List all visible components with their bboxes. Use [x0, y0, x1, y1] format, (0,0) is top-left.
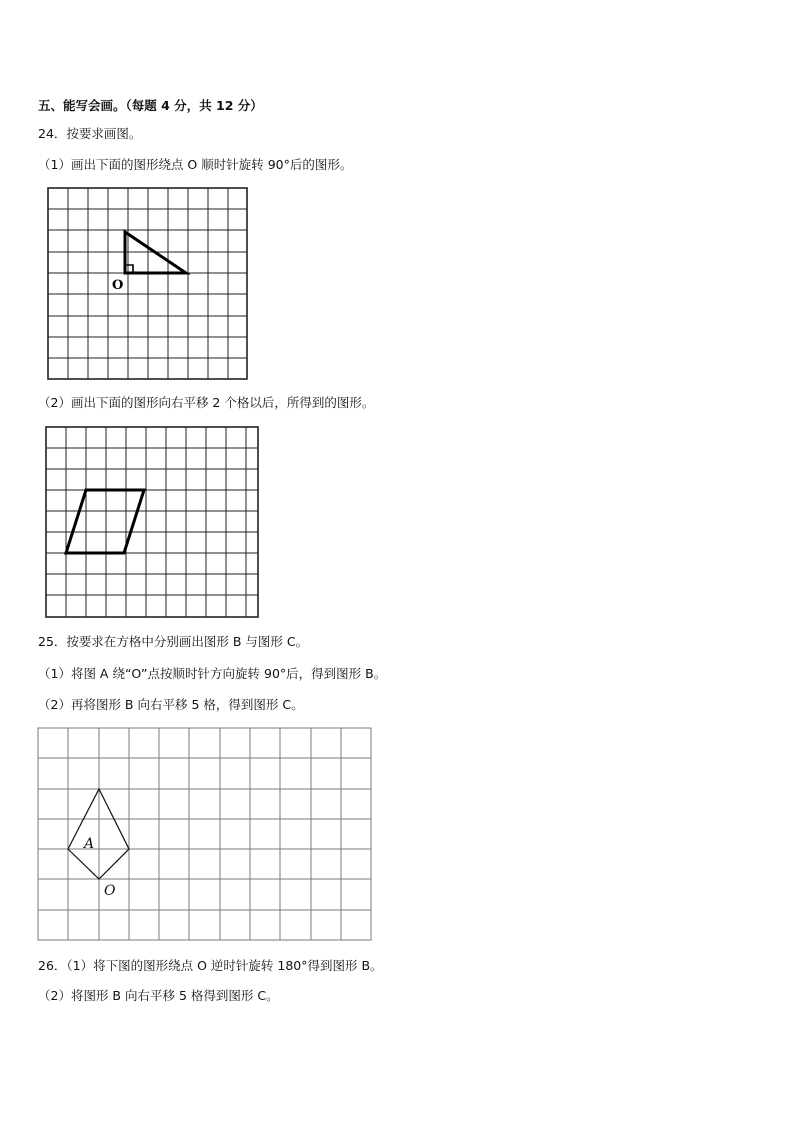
q25-part2-instruction: （2）再将图形 B 向右平移 5 格，得到图形 C。	[38, 697, 304, 712]
q25-part1-instruction: （1）将图 A 绕“O”点按顺时针方向旋转 90°后，得到图形 B。	[38, 666, 387, 681]
q24-title: 24．按要求画图。	[38, 126, 142, 141]
section-title: 五、能写会画。（每题 4 分，共 12 分）	[38, 98, 263, 113]
shape-a-label: A	[84, 836, 95, 852]
q25-title: 25．按要求在方格中分别画出图形 B 与图形 C。	[38, 634, 309, 649]
q24-part1-instruction: （1）画出下面的图形绕点 O 顺时针旋转 90°后的图形。	[38, 157, 353, 172]
point-o-label: O	[104, 883, 116, 899]
q24-grid-2	[42, 425, 262, 621]
q24-part2-instruction: （2）画出下面的图形向右平移 2 个格以后，所得到的图形。	[38, 395, 375, 410]
q24-grid-1	[44, 186, 250, 382]
q26-part1-instruction: 26．（1）将下图的图形绕点 O 逆时针旋转 180°得到图形 B。	[38, 958, 383, 973]
q25-grid	[36, 726, 374, 944]
point-o-label: O	[112, 278, 124, 293]
q26-part2-instruction: （2）将图形 B 向右平移 5 格得到图形 C。	[38, 988, 279, 1003]
parallelogram-shape	[66, 490, 144, 553]
